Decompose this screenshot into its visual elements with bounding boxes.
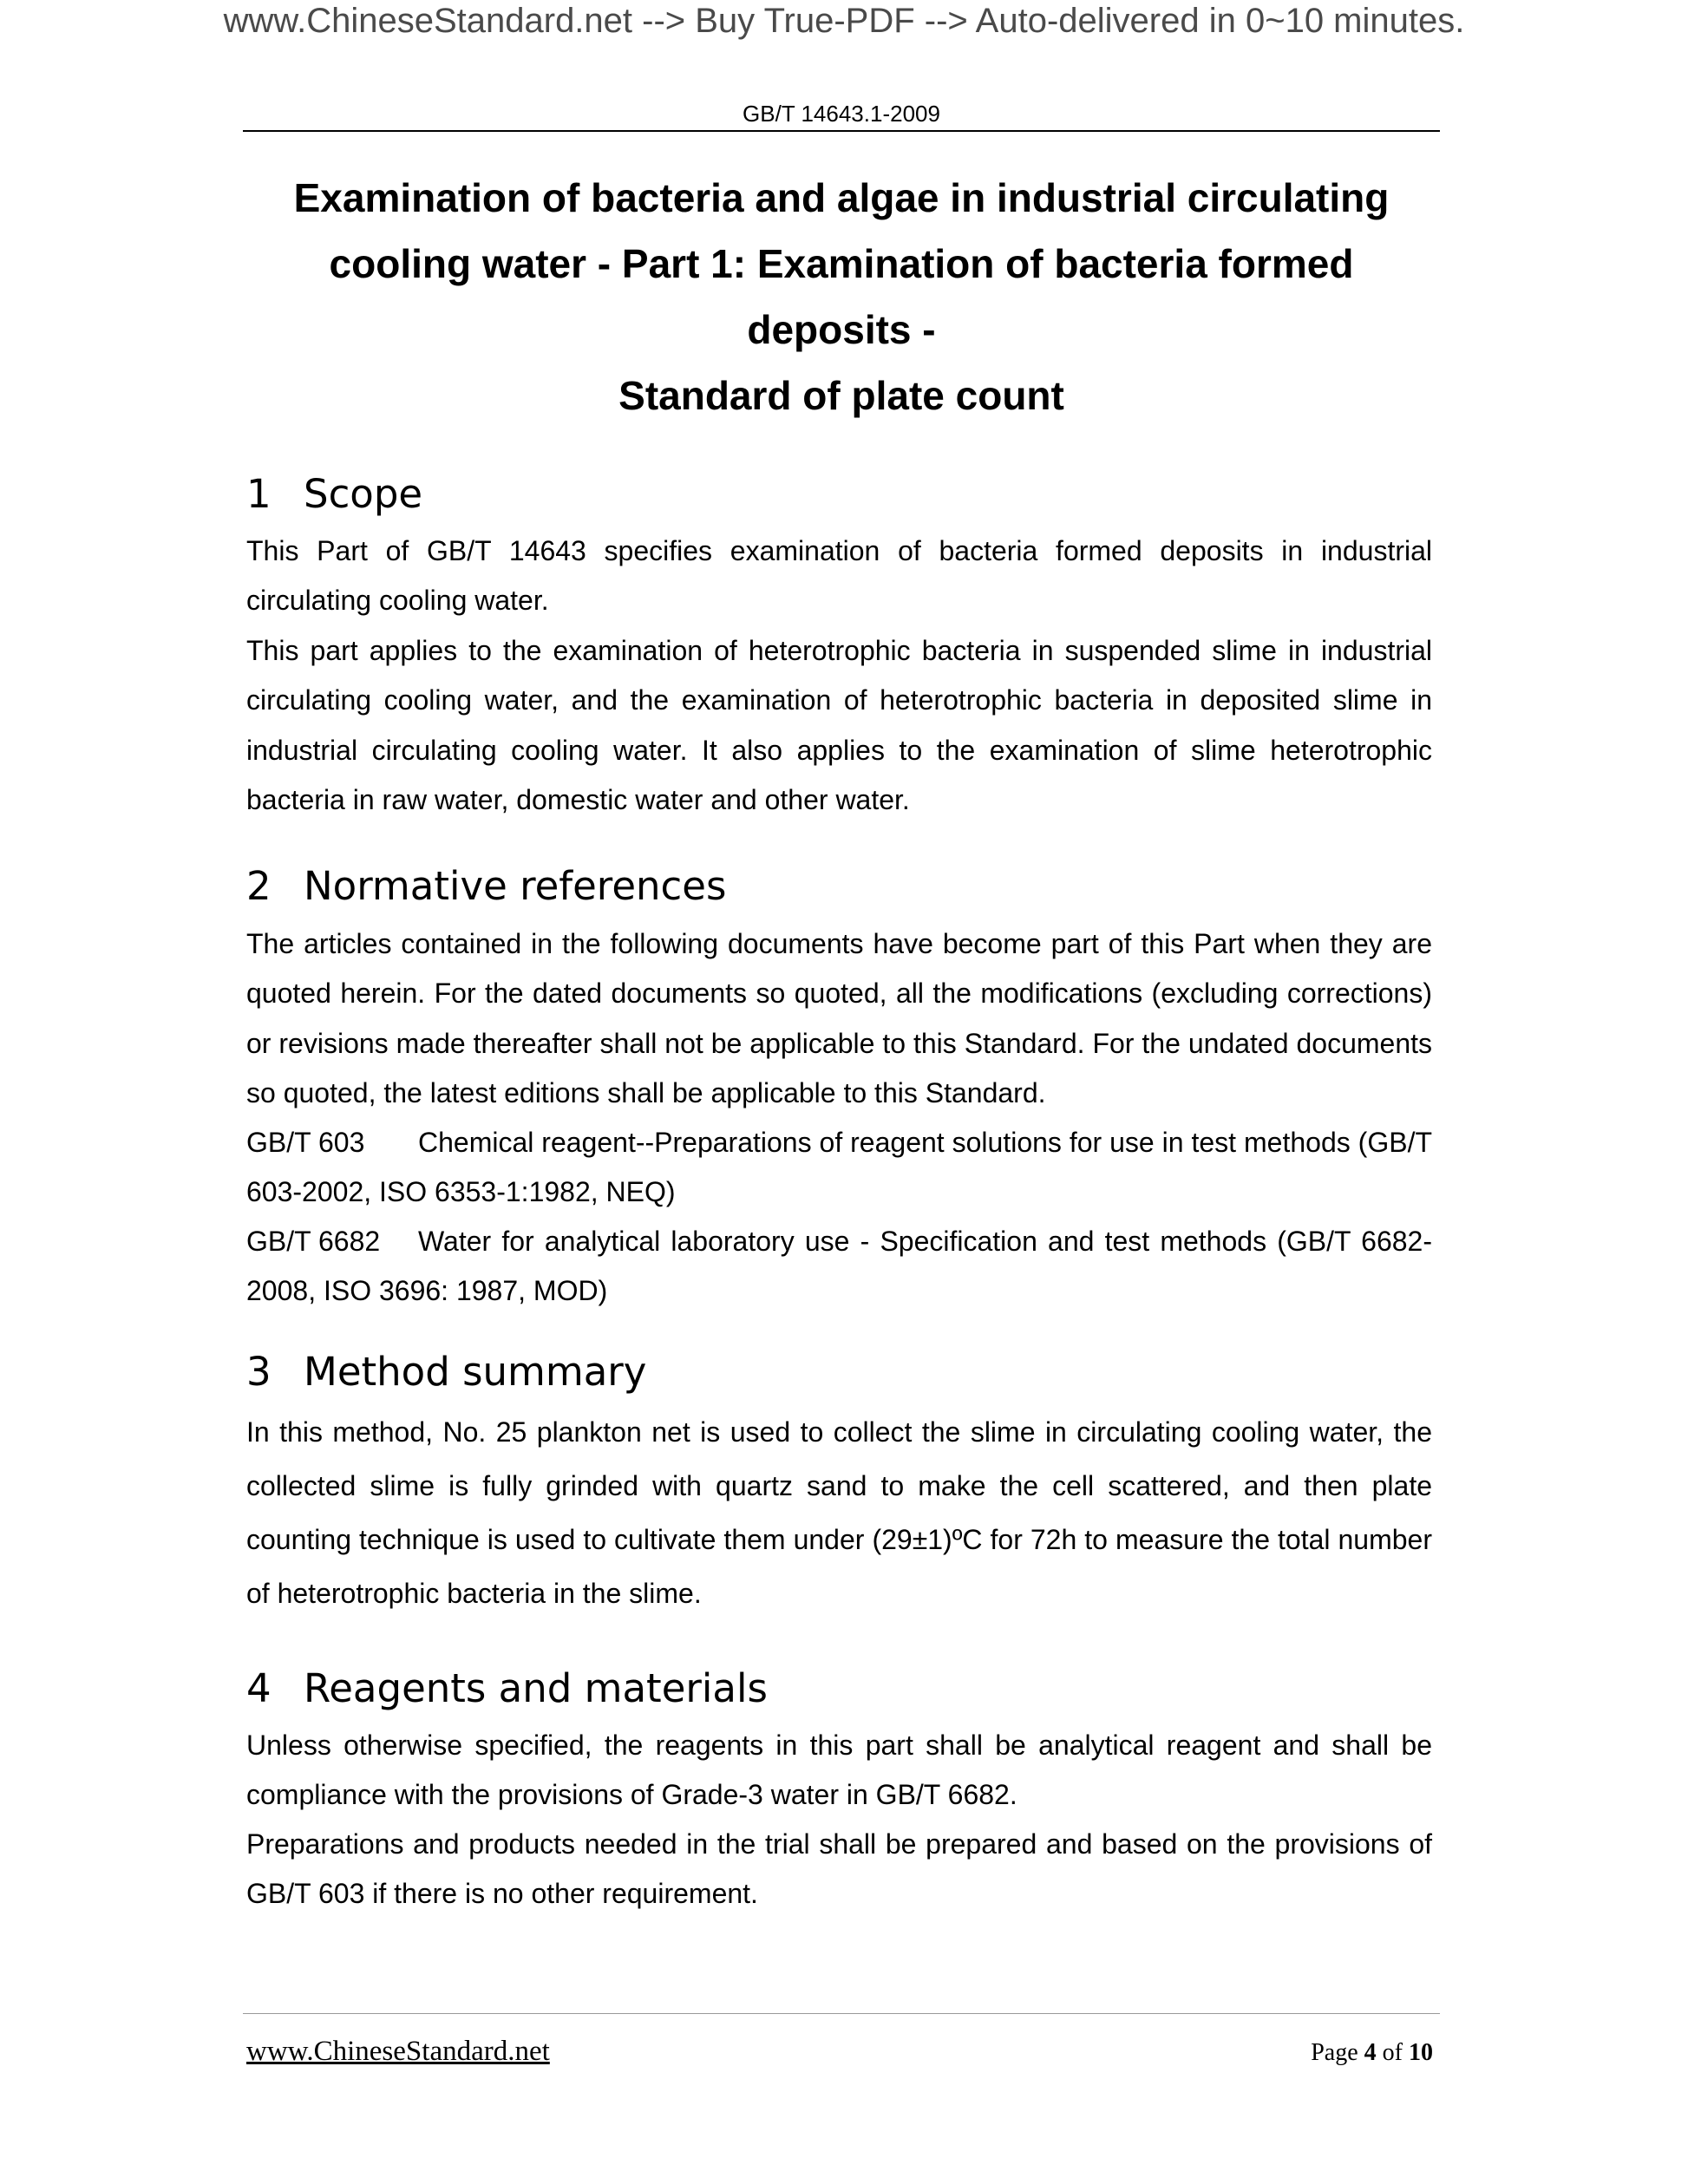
section-heading-method-summary: [246, 1346, 646, 1398]
reference-text: Chemical reagent--Preparations of reagent solutions for use in test methods (GB/T 603-2002, ISO 6353-1:1982, NEQ): [246, 1127, 1432, 1208]
page-number: [1311, 2037, 1433, 2069]
reference-code: GB/T 603: [246, 1127, 365, 1158]
scope-paragraph-2: This part applies to the examination of heterotrophic bacteria in suspended slime in industrial circulating cooling water, and the examination of heterotrophic bacteria in deposited slime in industrial circulating cooling water. It also applies to the examination of slime heterotrophic bacteria in raw water, domestic water and other water.: [246, 635, 1432, 815]
header-rule: [243, 130, 1440, 132]
running-header: GB/T 14643.1-2009: [743, 101, 940, 127]
reference-entry-gbt-6682: [246, 1217, 1432, 1317]
banner-text: www.ChineseStandard.net --> Buy True-PDF --> Auto-delivered in 0~10 minutes.: [223, 2, 1465, 40]
document-title: [243, 165, 1440, 428]
reagents-paragraph-1: Unless otherwise specified, the reagents in this part shall be analytical reagent and shall be compliance with the provisions of Grade-3 water in GB/T 6682.: [246, 1730, 1432, 1811]
current-page: 4: [1364, 2039, 1377, 2066]
title-line-3: Standard of plate count: [618, 373, 1064, 418]
section-heading-scope: [246, 468, 422, 520]
footer-rule: [243, 2013, 1440, 2014]
footer-website-link[interactable]: www.ChineseStandard.net: [246, 2036, 550, 2067]
section-title: Reagents and materials: [304, 1665, 768, 1711]
page-of-label: of: [1382, 2039, 1403, 2066]
section-title: Normative references: [304, 863, 727, 909]
section-number: 2: [246, 863, 272, 909]
section-heading-reagents-and-materials: [246, 1663, 768, 1715]
total-pages: 10: [1409, 2039, 1433, 2066]
reagents-paragraph-2: Preparations and products needed in the trial shall be prepared and based on the provisions of GB/T 603 if there is no other requirement.: [246, 1828, 1432, 1910]
title-line-1: Examination of bacteria and algae in industrial circulating: [293, 175, 1390, 220]
references-intro-paragraph: The articles contained in the following documents have become part of this Part when they are quoted herein. For the dated documents so quoted, all the modifications (excluding corrections) or revisions made thereafter shall not be applicable to this Standard. For the undated documents so quoted, the latest editions shall be applicable to this Standard.: [246, 928, 1432, 1108]
method-summary-paragraph: In this method, No. 25 plankton net is used to collect the slime in circulating cooling water, the collected slime is fully grinded with quartz sand to make the cell scattered, and then plate counting technique is used to cultivate them under (29±1)ºC for 72h to measure the total number of heterotrophic bacteria in the slime.: [246, 1416, 1432, 1609]
section-number: 3: [246, 1349, 272, 1395]
reference-text: Water for analytical laboratory use - Specification and test methods (GB/T 6682-2008, ISO 3696: 1987, MOD): [246, 1226, 1432, 1307]
scope-paragraph-1: This Part of GB/T 14643 specifies examination of bacteria formed deposits in industrial circulating cooling water.: [246, 535, 1432, 617]
page-label: Page: [1311, 2039, 1358, 2066]
section-heading-normative-references: [246, 860, 726, 912]
title-line-2: cooling water - Part 1: Examination of bacteria formed deposits -: [329, 241, 1354, 352]
section-number: 1: [246, 471, 272, 517]
section-title: Method summary: [304, 1349, 647, 1395]
section-title: Scope: [304, 471, 423, 517]
reference-code: GB/T 6682: [246, 1226, 381, 1257]
section-number: 4: [246, 1665, 272, 1711]
reference-entry-gbt-603: [246, 1118, 1432, 1218]
